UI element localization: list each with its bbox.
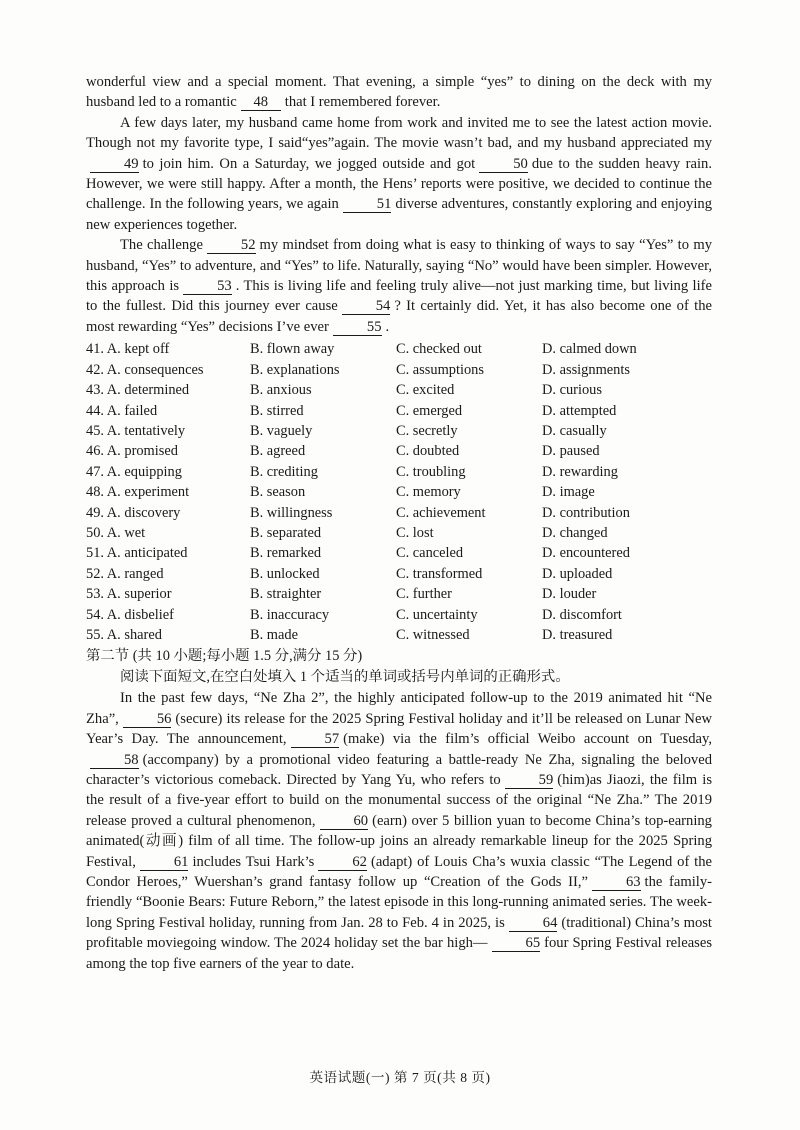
option-b: B. vaguely: [250, 422, 313, 439]
blank-54: 54: [342, 298, 391, 315]
page-footer: 英语试题(一) 第 7 页(共 8 页): [309, 1070, 491, 1085]
option-c: C. memory: [396, 484, 461, 501]
option-a: 47. A. equipping: [86, 463, 182, 480]
section2-instruction: 阅读下面短文,在空白处填入 1 个适当的单词或括号内单词的正确形式。: [120, 669, 570, 686]
blank-48: 48: [241, 94, 281, 111]
option-b: B. explanations: [250, 361, 340, 378]
blank-51: 51: [343, 196, 392, 213]
option-b: B. agreed: [250, 443, 306, 460]
blank-53: 53: [183, 278, 232, 295]
option-b: B. stirred: [250, 402, 304, 419]
option-a: 46. A. promised: [86, 443, 178, 460]
text-run: (traditional) China’s most profitable moviegoing window. The 2024 holiday set the bar high—: [86, 914, 712, 952]
option-a: 45. A. tentatively: [86, 422, 186, 439]
question-row: [86, 380, 712, 400]
text-run: (make) via the film’s official Weibo account on Tuesday,: [343, 731, 712, 748]
question-row: [86, 625, 712, 645]
option-c: C. emerged: [396, 402, 463, 419]
text-run: (secure) its release for the 2025 Spring Festival holiday and it’ll be released on Lunar New Year’s Day. The announcement,: [86, 710, 712, 748]
blank-52: 52: [207, 237, 256, 254]
option-d: D. attempted: [542, 402, 617, 419]
passage2: [86, 688, 712, 974]
section2-heading: 第二节 (共 10 小题;每小题 1.5 分,满分 15 分): [86, 648, 363, 665]
text-run: (accompany) by a promotional video featuring a battle-ready Ne Zha, signaling the beloved character’s victorious comeback. Directed by Yang Yu, who refers to: [86, 751, 712, 788]
text-run: (adapt) of Louis Cha’s wuxia classic “The Legend of the Condor Heroes,” Wuershan’s grand fantasy follow up “Creation of the Gods II,”: [86, 853, 713, 891]
options-table: [86, 339, 712, 645]
blank-59: 59: [505, 772, 554, 789]
question-row: [86, 605, 712, 625]
option-a: 53. A. superior: [86, 586, 172, 603]
option-d: D. assignments: [542, 361, 630, 378]
option-b: B. inaccuracy: [250, 606, 330, 623]
option-d: D. treasured: [542, 626, 613, 643]
option-d: D. calmed down: [542, 341, 637, 358]
text-run: that I remembered forever.: [284, 94, 441, 111]
blank-49: 49: [90, 156, 139, 173]
text-run: wonderful view and a special moment. That evening, a simple “yes” to dining on the deck with my husband led to a romantic: [86, 74, 712, 111]
blank-63: 63: [592, 874, 641, 891]
text-run: four Spring Festival releases among the top five earners of the year to date.: [86, 935, 713, 972]
text-run: the family-friendly “Boonie Bears: Future Reborn,” the latest episode in this long-running animated series. The week-long Spring Festival holiday, running from Jan. 28 to Feb. 4 in 2025, is: [86, 874, 712, 931]
text-run: (him)as Jiaozi, the film is the result of a five-year effort to build on the monumental success of the original “Ne Zha.” The 2019 release proved a cultural phenomenon,: [86, 772, 712, 829]
option-a: 43. A. determined: [86, 382, 190, 399]
question-row: [86, 564, 712, 584]
option-a: 52. A. ranged: [86, 565, 164, 582]
option-d: D. contribution: [542, 504, 630, 521]
blank-60: 60: [320, 813, 369, 830]
question-row: [86, 523, 712, 543]
passage1-paragraph1: [86, 72, 712, 113]
question-row: [86, 421, 712, 441]
option-b: B. remarked: [250, 545, 322, 562]
passage1-paragraph2: [86, 113, 712, 235]
question-row: [86, 462, 712, 482]
blank-62: 62: [318, 854, 367, 871]
option-d: D. rewarding: [542, 463, 618, 480]
blank-61: 61: [140, 854, 189, 871]
option-b: B. separated: [250, 524, 322, 541]
option-b: B. made: [250, 626, 298, 643]
option-d: D. curious: [542, 382, 602, 399]
blank-58: 58: [90, 752, 139, 769]
option-c: C. doubted: [396, 443, 460, 460]
option-d: D. encountered: [542, 545, 630, 562]
blank-56: 56: [123, 711, 172, 728]
option-b: B. willingness: [250, 504, 333, 521]
question-row: [86, 543, 712, 563]
option-d: D. louder: [542, 586, 597, 603]
option-b: B. flown away: [250, 341, 335, 358]
option-c: C. witnessed: [396, 626, 470, 643]
question-row: [86, 360, 712, 380]
option-d: D. changed: [542, 524, 608, 541]
question-row: [86, 441, 712, 461]
text-run: .: [385, 318, 390, 335]
option-b: B. anxious: [250, 382, 312, 399]
option-a: 42. A. consequences: [86, 361, 204, 378]
option-a: 44. A. failed: [86, 402, 158, 419]
text-run: to join him. On a Saturday, we jogged outside and got: [142, 155, 476, 172]
option-a: 55. A. shared: [86, 626, 162, 643]
option-c: C. secretly: [396, 422, 458, 439]
option-a: 51. A. anticipated: [86, 545, 188, 562]
text-run: my mindset from doing what is easy to thinking of ways to say “Yes” to my husband, “Yes” to adventure, and “Yes” to life. Naturally, saying “No” would have been simpler. However, this approach is: [86, 237, 712, 295]
blank-64: 64: [509, 915, 558, 932]
option-b: B. season: [250, 484, 306, 501]
option-b: B. crediting: [250, 463, 318, 480]
option-c: C. lost: [396, 524, 434, 541]
option-a: 48. A. experiment: [86, 484, 190, 501]
text-run: In the past few days, “Ne Zha 2”, the highly anticipated follow-up to the 2019 animated hit “Ne Zha”,: [86, 690, 712, 727]
blank-50: 50: [479, 156, 528, 173]
option-c: C. troubling: [396, 463, 466, 480]
text-run: due to the sudden heavy rain. However, we were still happy. After a month, the Hens’ reports were positive, we decided to continue the challenge. In the following years, we again: [86, 155, 712, 213]
passage1-paragraph3: [86, 235, 712, 337]
text-run: The challenge: [120, 237, 203, 254]
text-run: diverse adventures, constantly exploring and enjoying new experiences together.: [86, 196, 712, 233]
option-c: C. checked out: [396, 341, 482, 358]
question-row: [86, 339, 712, 359]
option-c: C. achievement: [396, 504, 486, 521]
option-a: 50. A. wet: [86, 524, 146, 541]
text-run: (earn) over 5 billion yuan to become China’s top-earning animated(动画) film of all time. The follow-up joins an already remarkable lineup for the 2025 Spring Festival,: [86, 812, 712, 870]
blank-65: 65: [492, 935, 541, 952]
question-row: [86, 482, 712, 502]
option-a: 41. A. kept off: [86, 341, 170, 358]
option-c: C. canceled: [396, 545, 464, 562]
blank-57: 57: [291, 731, 340, 748]
question-row: [86, 503, 712, 523]
text-run: ? It certainly did. Yet, it has also become one of the most rewarding “Yes” decisions I’ve ever: [86, 298, 713, 335]
option-c: C. uncertainty: [396, 606, 478, 623]
option-d: D. paused: [542, 443, 600, 460]
text-run: A few days later, my husband came home from work and invited me to see the latest action movie. Though not my favorite type, I said“yes”again. The movie wasn’t bad, and my husband appreciated my: [86, 114, 712, 152]
option-c: C. transformed: [396, 565, 483, 582]
blank-55: 55: [333, 319, 382, 336]
option-b: B. straighter: [250, 586, 322, 603]
text-run: includes Tsui Hark’s: [192, 853, 315, 870]
question-row: [86, 584, 712, 604]
text-run: . This is living life and feeling truly alive—not just marking time, but living life to the fullest. Did this journey ever cause: [86, 278, 712, 315]
option-c: C. assumptions: [396, 361, 484, 378]
question-row: [86, 401, 712, 421]
option-d: D. casually: [542, 422, 607, 439]
option-d: D. image: [542, 484, 595, 501]
option-c: C. excited: [396, 382, 455, 399]
exam-page: [86, 72, 712, 974]
option-b: B. unlocked: [250, 565, 320, 582]
option-a: 54. A. disbelief: [86, 606, 174, 623]
option-d: D. uploaded: [542, 565, 613, 582]
option-a: 49. A. discovery: [86, 504, 181, 521]
option-c: C. further: [396, 586, 452, 603]
option-d: D. discomfort: [542, 606, 622, 623]
